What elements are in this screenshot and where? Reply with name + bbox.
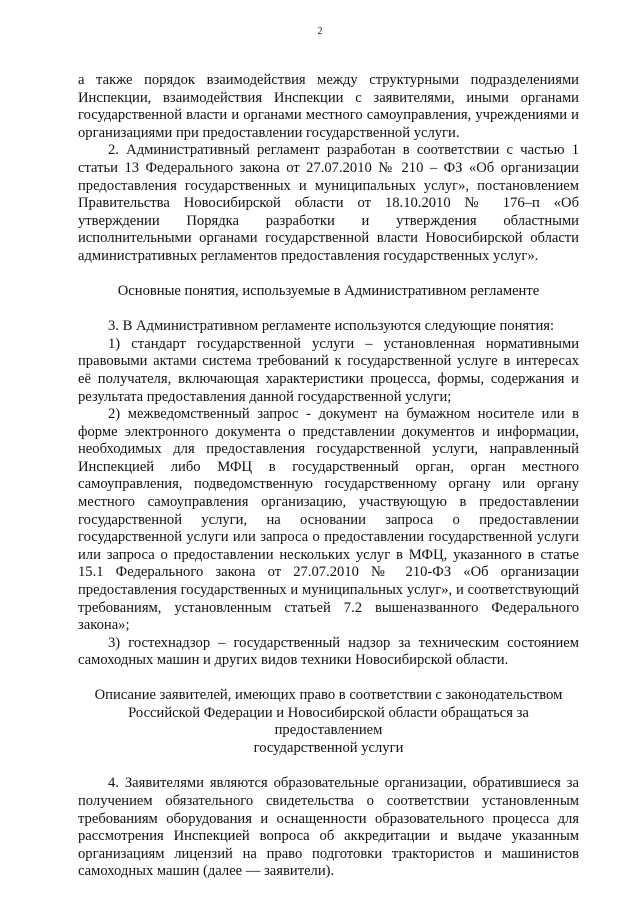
paragraph-1-continuation: а также порядок взаимодействия между структурными подразделениями Инспекции, взаимодействия Инспекции с заявителями, иными органами государственной власти и органами местного самоуправления, учреждениями и организациями при предоставлении государственной услуги. (78, 72, 579, 141)
section-heading-basic-concepts: Основные понятия, используемые в Административном регламенте (117, 282, 540, 299)
section-heading-applicants-line-2: Российской Федерации и Новосибирской области обращаться за предоставлением (128, 704, 529, 739)
paragraph-3-item-3: 3) гостехнадзор – государственный надзор за техническим состоянием самоходных машин и других видов техники Новосибирской области. (78, 634, 579, 669)
document-body (78, 72, 579, 881)
paragraph-3-item-1: 1) стандарт государственной услуги – установленная нормативными правовыми актами система требований к государственной услуге в интересах её получателя, включающая характеристики процесса, формы, содержания и результата предоставления данной государственной услуги; (78, 335, 579, 405)
section-heading-applicants-line-1: Описание заявителей, имеющих право в соответствии с законодательством (94, 687, 563, 703)
paragraph-3: 3. В Административном регламенте используются следующие понятия: (108, 318, 555, 335)
section-heading-applicants (78, 687, 579, 757)
paragraph-4: 4. Заявителями являются образовательные организации, обратившиеся за получением обязательного свидетельства о соответствии установленным требованиям оборудования и оснащенности образовательного процесса для рассмотрения Инспекцией вопроса об аккредитации и выдаче указанным организациям лицензий на право подготовки трактористов и машинистов самоходных машин (далее — заявители). (78, 775, 579, 880)
paragraph-3-item-2: 2) межведомственный запрос - документ на бумажном носителе или в форме электронного документа о представлении документов и информации, необходимых для предоставления государственной услуги, направленный Инспекцией либо МФЦ в государственный орган, орган местного самоуправления, подведомственную государственному органу или органу местного самоуправления организацию, участвующую в предоставлении государственной услуги, на основании запроса о предоставлении государственной услуги или запроса о предоставлении государственной услуги или запроса о предоставлении нескольких услуг в МФЦ, указанного в статье 15.1 Федерального закона от 27.07.2010 № 210-ФЗ «Об организации предоставления государственных и муниципальных услуг», и соответствующий требованиям, установленным статьей 7.2 вышеназванного Федерального закона»; (78, 406, 579, 634)
paragraph-2: 2. Административный регламент разработан в соответствии с частью 1 статьи 13 Федерального закона от 27.07.2010 № 210 – ФЗ «Об организации предоставления государственных и муниципальных услуг», постановлением Правительства Новосибирской области от 18.10.2010 № 176–п «Об утверждении Порядка разработки и утверждения областными исполнительными органами государственной власти Новосибирской области административных регламентов предоставления государственных услуг». (78, 142, 579, 264)
section-heading-applicants-line-3: государственной услуги (253, 739, 404, 756)
page-number: 2 (317, 26, 323, 37)
